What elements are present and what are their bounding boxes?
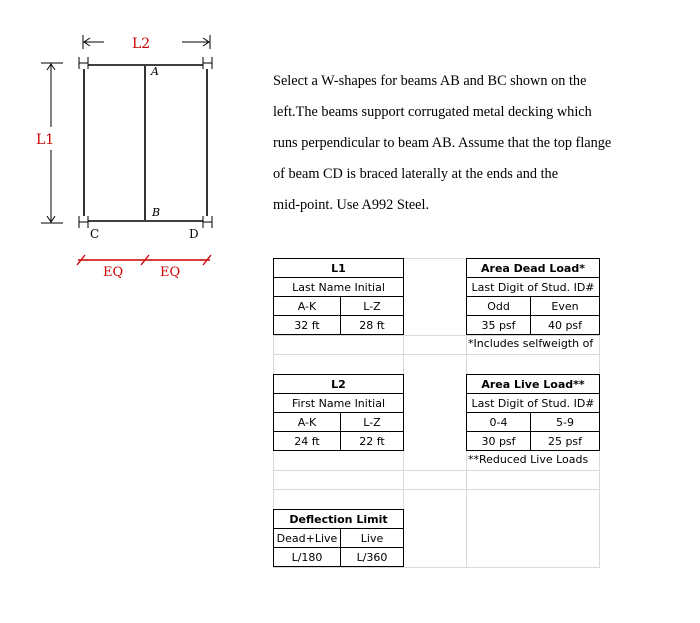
problem-line: Select a W-shapes for beams AB and BC shown on the [273, 73, 587, 89]
l1-value-ak: 32 ft [274, 316, 341, 335]
dead-load-col-even: Even [531, 297, 600, 316]
column-top-right-icon [203, 57, 212, 69]
l2-value-lz: 22 ft [341, 432, 404, 451]
problem-line: mid-point. Use A992 Steel. [273, 196, 430, 213]
problem-line: of beam CD is braced laterally at the ends and the [273, 165, 559, 182]
sheet-gridline [273, 354, 600, 355]
live-load-col-5-9: 5-9 [531, 413, 600, 432]
point-a-label: A [151, 65, 159, 78]
l1-label: L1 [36, 132, 55, 148]
l2-table [273, 374, 404, 451]
live-load-title: Area Live Load** [467, 375, 600, 394]
eq-left-label: EQ [103, 265, 124, 280]
column-bottom-right-icon [203, 216, 212, 228]
dead-load-note: *Includes selfweigth of [468, 337, 594, 350]
problem-line: left.The beams support corrugated metal decking which [273, 103, 592, 120]
l2-label: L2 [132, 36, 151, 52]
live-load-note: **Reduced Live Loads [468, 453, 589, 466]
l1-table-title: L1 [274, 259, 404, 278]
dead-load-value-even: 40 psf [531, 316, 600, 335]
problem-statement [273, 66, 673, 221]
live-load-subtitle: Last Digit of Stud. ID# [467, 394, 600, 413]
point-b-label: B [152, 206, 161, 219]
l2-col-lz: L-Z [341, 413, 404, 432]
sheet-gridline [273, 489, 600, 490]
l1-table-subtitle: Last Name Initial [274, 278, 404, 297]
l1-value-lz: 28 ft [341, 316, 404, 335]
deflection-col-dead-live: Dead+Live [274, 529, 341, 548]
dead-load-subtitle: Last Digit of Stud. ID# [467, 278, 600, 297]
eq-right-label: EQ [160, 265, 181, 280]
point-d-label: D [189, 227, 199, 241]
framing-plan-diagram [0, 0, 260, 290]
live-load-value-0-4: 30 psf [467, 432, 531, 451]
deflection-table [273, 509, 404, 567]
sheet-gridline [273, 567, 600, 568]
point-c-label: C [90, 227, 100, 241]
l2-table-subtitle: First Name Initial [274, 394, 404, 413]
dead-load-title: Area Dead Load* [467, 259, 600, 278]
sheet-gridline [273, 335, 600, 336]
input-data-sheet [273, 258, 600, 568]
l2-col-ak: A-K [274, 413, 341, 432]
l1-table [273, 258, 404, 335]
live-load-col-0-4: 0-4 [467, 413, 531, 432]
deflection-value-live: L/360 [341, 548, 404, 567]
dead-load-table [466, 258, 600, 335]
deflection-col-live: Live [341, 529, 404, 548]
l2-value-ak: 24 ft [274, 432, 341, 451]
sheet-gridline [273, 470, 600, 471]
live-load-value-5-9: 25 psf [531, 432, 600, 451]
dead-load-value-odd: 35 psf [467, 316, 531, 335]
deflection-value-dead-live: L/180 [274, 548, 341, 567]
l1-col-ak: A-K [274, 297, 341, 316]
dead-load-col-odd: Odd [467, 297, 531, 316]
column-top-left-icon [79, 57, 88, 69]
live-load-table [466, 374, 600, 451]
l1-col-lz: L-Z [341, 297, 404, 316]
l2-table-title: L2 [274, 375, 404, 394]
deflection-title: Deflection Limit [274, 510, 404, 529]
problem-line: runs perpendicular to beam AB. Assume that the top flange [273, 134, 612, 151]
column-bottom-left-icon [79, 216, 88, 228]
